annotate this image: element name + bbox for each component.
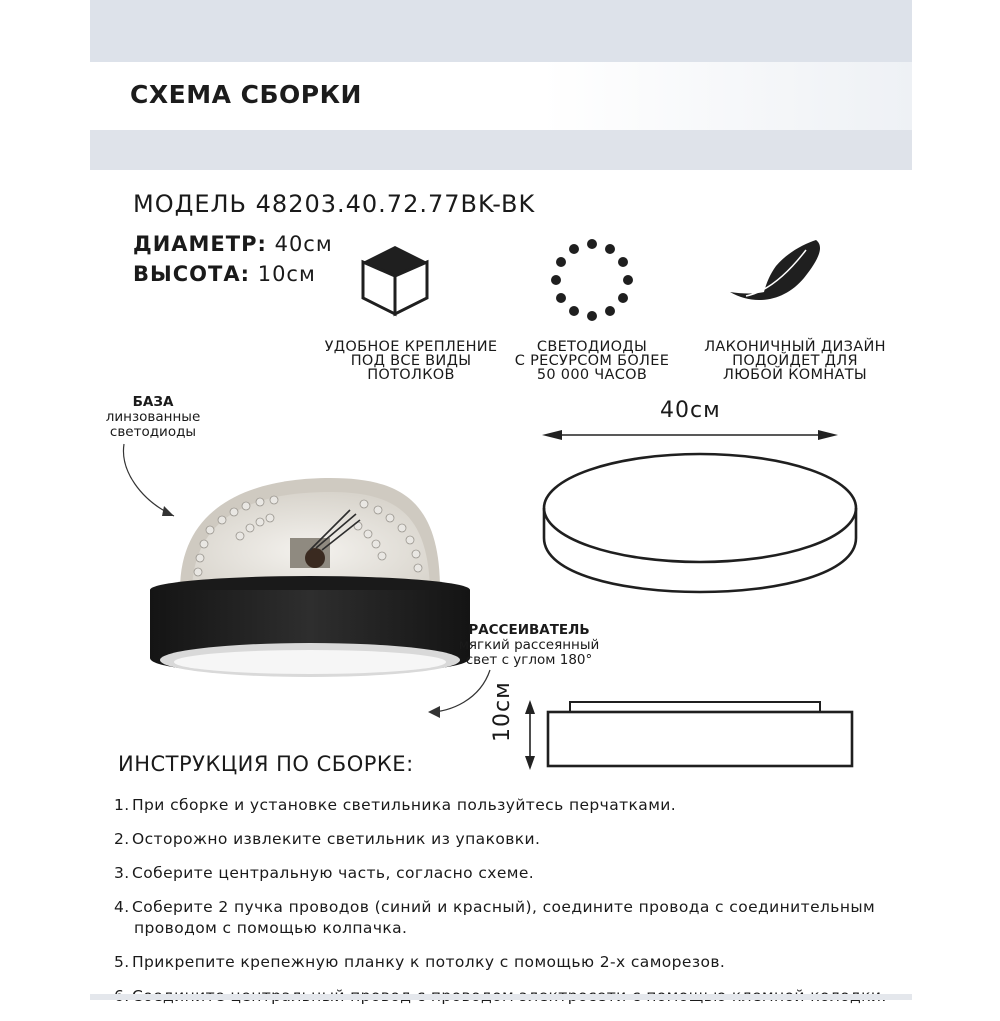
height-label: ВЫСОТА: bbox=[133, 262, 251, 286]
list-item: 1. При сборке и установке светильника пользуйтесь перчатками. bbox=[114, 796, 677, 814]
height-spec bbox=[133, 262, 316, 286]
header-band-bottom bbox=[90, 130, 912, 170]
diffuser-callout-title: РАССЕИВАТЕЛЬ bbox=[468, 622, 590, 638]
diameter-spec bbox=[133, 232, 333, 256]
height-dimension-label: 10см bbox=[490, 681, 515, 742]
feature-leds-text: СВЕТОДИОДЫ С РЕСУРСОМ БОЛЕЕ 50 000 ЧАСОВ bbox=[514, 339, 670, 383]
cube-icon bbox=[355, 240, 435, 320]
lamp-illustration bbox=[110, 440, 530, 730]
page-title: СХЕМА СБОРКИ bbox=[130, 80, 362, 109]
feature-design-text: ЛАКОНИЧНЫЙ ДИЗАЙН ПОДОЙДЕТ ДЛЯ ЛЮБОЙ КОМНАТЫ bbox=[704, 339, 886, 383]
diameter-label: ДИАМЕТР: bbox=[133, 232, 267, 256]
header-band-top bbox=[90, 0, 912, 62]
model-spec: МОДЕЛЬ 48203.40.72.77BK-BK bbox=[133, 190, 536, 218]
diffuser-callout: РАССЕИВАТЕЛЬ мягкий рассеянный свет с углом 180° bbox=[454, 622, 604, 668]
base-callout: БАЗА линзованные светодиоды bbox=[98, 394, 208, 440]
diameter-dimension-label: 40см bbox=[660, 398, 721, 423]
height-arrow bbox=[520, 700, 540, 770]
instructions-title: ИНСТРУКЦИЯ ПО СБОРКЕ: bbox=[118, 752, 414, 776]
list-item: 3. Соберите центральную часть, согласно схеме. bbox=[114, 864, 535, 882]
side-view-drawing bbox=[544, 700, 864, 770]
led-ring-icon bbox=[548, 236, 636, 324]
feature-mounting-text: УДОБНОЕ КРЕПЛЕНИЕ ПОД ВСЕ ВИДЫ ПОТОЛКОВ bbox=[324, 339, 498, 383]
diameter-arrow bbox=[540, 425, 840, 445]
diameter-value: 40см bbox=[274, 232, 333, 256]
height-value: 10см bbox=[257, 262, 316, 286]
instructions-list bbox=[114, 796, 914, 1021]
bottom-band bbox=[90, 994, 912, 1000]
feather-icon bbox=[726, 236, 830, 312]
list-item: 2. Осторожно извлеките светильник из упаковки. bbox=[114, 830, 541, 848]
top-view-drawing bbox=[536, 446, 864, 646]
list-item: 4. Соберите 2 пучка проводов (синий и красный), соедините провода с соединительным проводом с помощью колпачка. bbox=[114, 898, 876, 937]
base-callout-title: БАЗА bbox=[132, 394, 174, 410]
list-item: 5. Прикрепите крепежную планку к потолку с помощью 2-х саморезов. bbox=[114, 953, 726, 971]
